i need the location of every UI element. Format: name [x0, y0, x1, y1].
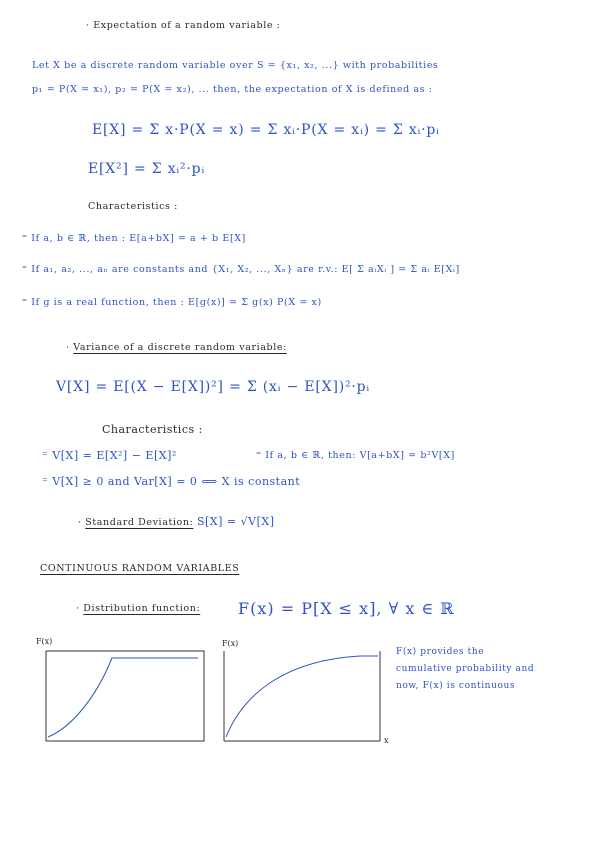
distribution-formula: F(x) = P[X ≤ x], ∀ x ∈ ℝ	[238, 599, 455, 618]
expectation-property-linear: ⁼ If a, b ∈ ℝ, then : E[a+bX] = a + b E[X]	[22, 233, 246, 244]
definition-line-1: Let X be a discrete random variable over S = {x₁, x₂, ...} with probabilities	[32, 60, 439, 71]
standard-deviation-formula: S[X] = √V[X]	[196, 515, 275, 528]
note-line-1: F(x) provides the	[396, 647, 485, 657]
graph2-x-label: x	[384, 736, 389, 745]
continuous-heading: CONTINUOUS RANDOM VARIABLES	[40, 563, 240, 574]
variance-property-nonneg: ⁼ V[X] ≥ 0 and Var[X] = 0 ⟺ X is constant	[42, 475, 301, 488]
graph2-cdf-curve	[226, 656, 378, 737]
variance-heading-text: Variance of a discrete random variable:	[73, 342, 287, 353]
expectation-formula: E[X] = Σ x·P(X = x) = Σ xᵢ·P(X = xᵢ) = Σ xᵢ·pᵢ	[92, 122, 440, 138]
distribution-label: Distribution function:	[83, 603, 201, 614]
note-line-3: now, F(x) is continuous	[396, 681, 516, 691]
characteristics-heading-1: Characteristics :	[88, 201, 178, 212]
expectation-property-function: ⁼ If g is a real function, then : E[g(x)] = Σ g(x) P(X = x)	[22, 297, 322, 308]
expectation-heading: · Expectation of a random variable :	[86, 20, 281, 31]
note-line-2: cumulative probability and	[396, 664, 535, 674]
variance-property-linear: ⁼ If a, b ∈ ℝ, then: V[a+bX] = b²V[X]	[256, 450, 455, 461]
definition-line-2: p₁ = P(X = x₁), p₂ = P(X = x₂), ... then, the expectation of X is defined as :	[32, 84, 433, 95]
expectation-property-sum: ⁼ If a₁, a₂, ..., aₙ are constants and {X₁, X₂, ..., Xₙ} are r.v.: E[ Σ aᵢXᵢ ] = Σ aᵢ E[Xᵢ]	[22, 264, 460, 275]
graph1-y-label: F(x)	[36, 637, 53, 646]
second-moment-formula: E[X²] = Σ xᵢ²·pᵢ	[88, 161, 206, 177]
standard-deviation-line: · Standard Deviation: S[X] = √V[X]	[78, 515, 275, 528]
distribution-line: · Distribution function:	[76, 603, 201, 614]
standard-deviation-label: Standard Deviation:	[85, 517, 194, 528]
variance-heading: · Variance of a discrete random variable:	[66, 342, 287, 353]
variance-property-moments: ⁼ V[X] = E[X²] − E[X]²	[42, 449, 177, 462]
characteristics-heading-2: Characteristics :	[102, 423, 203, 436]
graph2-y-label: F(x)	[222, 639, 239, 648]
variance-formula: V[X] = E[(X − E[X])²] = Σ (xᵢ − E[X])²·pᵢ	[56, 379, 371, 395]
